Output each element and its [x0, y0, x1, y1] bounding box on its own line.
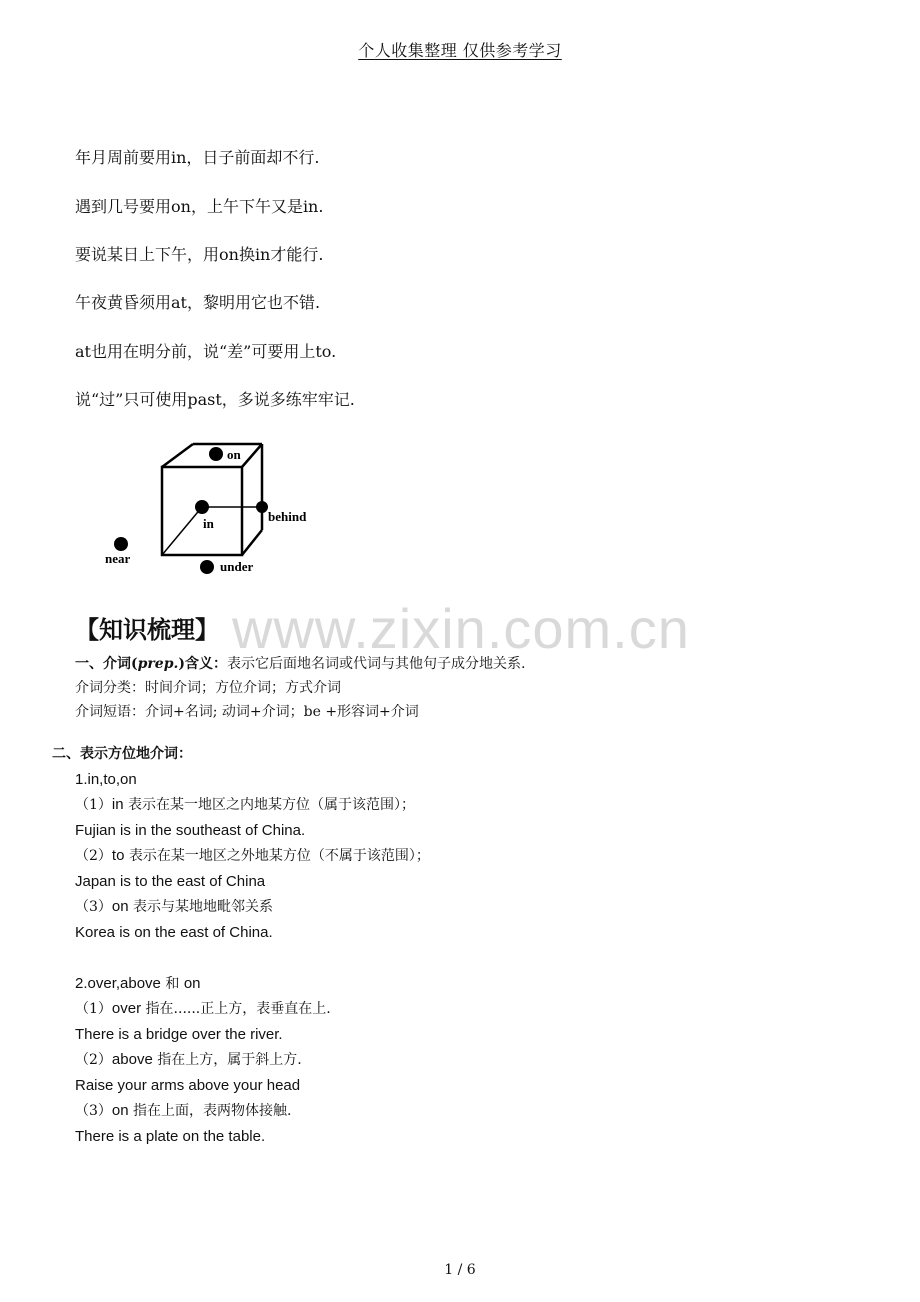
on-dot [209, 447, 223, 461]
rhyme-line-3: 要说某日上下午，用on换in才能行. [75, 245, 324, 264]
item-word: in [111, 796, 124, 813]
group1-example-3: Korea is on the east of China. [75, 924, 273, 941]
group2-title-cn: 和 [160, 976, 184, 992]
part1-phrases: 介词短语：介词+名词; 动词+介词；be +形容词+介词 [75, 704, 419, 720]
in-dot [195, 500, 209, 514]
page-number: 1 / 6 [444, 1262, 476, 1278]
behind-dot [256, 501, 268, 513]
page-header [0, 38, 920, 61]
header-text: 个人收集整理 仅供参考学习 [358, 41, 562, 60]
near-dot [114, 537, 128, 551]
item-word: on [111, 898, 129, 915]
item-num: （3） [75, 1103, 112, 1119]
under-dot [200, 560, 214, 574]
group2-item-2 [75, 1051, 302, 1069]
item-desc: 指在上面，表两物体接触. [128, 1103, 292, 1119]
group2-example-2: Raise your arms above your head [75, 1077, 301, 1094]
rhyme-line-5: at也用在明分前，说“差”可要用上to. [75, 342, 337, 361]
item-num: （3） [75, 899, 112, 915]
item-desc: 表示与某地地毗邻关系 [128, 899, 274, 915]
item-num: （1） [75, 797, 112, 813]
item-word: over [111, 1000, 142, 1017]
group2-item-3 [75, 1102, 292, 1120]
group2-example-3: There is a plate on the table. [75, 1128, 266, 1145]
group1-item-1 [75, 796, 415, 814]
item-desc: 指在......正上方，表垂直在上. [141, 1001, 331, 1017]
group1-item-3 [75, 898, 273, 916]
label-on: on [227, 447, 241, 462]
item-word: on [111, 1102, 129, 1119]
watermark: www.zixin.com.cn [232, 597, 690, 660]
group2-title-on: on [183, 975, 201, 992]
item-desc: 表示在某一地区之外地某方位（不属于该范围）； [124, 848, 430, 864]
part1-classification: 介词分类：时间介词；方位介词；方式介词 [75, 680, 341, 696]
part1-prefix: 一、介词( [75, 656, 138, 672]
item-num: （2） [75, 1052, 112, 1068]
rhyme-line-2: 遇到几号要用on，上午下午又是in. [75, 197, 324, 216]
group1-example-1: Fujian is in the southeast of China. [75, 822, 306, 839]
rhyme-line-4: 午夜黄昏须用at，黎明用它也不错. [75, 293, 321, 312]
part1-definition [75, 655, 525, 673]
label-under: under [220, 559, 254, 574]
group1-item-2 [75, 847, 430, 865]
group2-title [75, 975, 201, 993]
label-behind: behind [268, 509, 307, 524]
label-in: in [203, 516, 214, 531]
preposition-cube-diagram [95, 432, 335, 582]
rhyme-line-1: 年月周前要用in，日子前面却不行. [75, 148, 320, 167]
group1-title: 1.in,to,on [75, 771, 137, 788]
part2-heading: 二、表示方位地介词： [52, 746, 192, 762]
part1-suffix: )含义： [178, 656, 227, 672]
group2-example-1: There is a bridge over the river. [75, 1026, 283, 1043]
section-title: 【知识梳理】 [75, 616, 219, 644]
rhyme-line-6: 说“过”只可使用past，多说多练牢牢记. [75, 390, 355, 409]
part1-abbr: prep. [137, 656, 179, 672]
item-num: （1） [75, 1001, 112, 1017]
part1-definition-text: 表示它后面地名词或代词与其他句子成分地关系. [227, 656, 526, 672]
group1-example-2: Japan is to the east of China [75, 873, 266, 890]
group2-item-1 [75, 1000, 331, 1018]
item-word: above [111, 1051, 153, 1068]
item-num: （2） [75, 848, 112, 864]
item-desc: 指在上方，属于斜上方. [152, 1052, 302, 1068]
label-near: near [105, 551, 131, 566]
group2-title-en: 2.over,above [75, 975, 161, 992]
item-word: to [111, 847, 125, 864]
item-desc: 表示在某一地区之内地某方位（属于该范围）； [123, 797, 416, 813]
